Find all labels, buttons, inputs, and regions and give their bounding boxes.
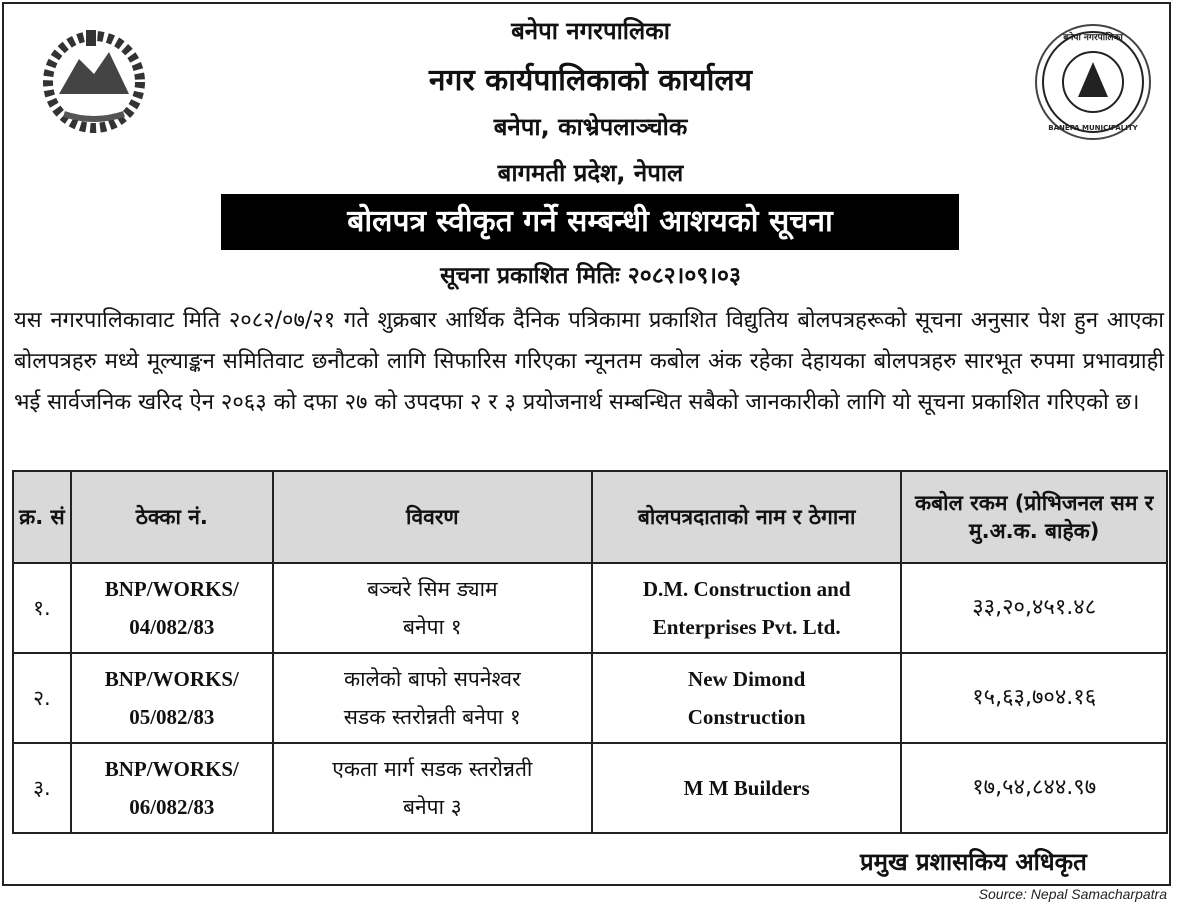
header-sn: क्र. सं — [13, 471, 71, 563]
desc-line: कालेको बाफो सपनेश्वर — [343, 667, 521, 691]
contract-line: BNP/WORKS/ — [104, 757, 239, 781]
cell-description — [273, 743, 592, 833]
desc-line: बनेपा ३ — [403, 795, 462, 819]
header-contract-no: ठेक्का नं. — [71, 471, 273, 563]
cell-contract — [71, 653, 273, 743]
header-amount: कबोल रकम (प्रोभिजनल सम र मु.अ.क. बाहेक) — [901, 471, 1167, 563]
cell-bidder — [592, 743, 901, 833]
cell-description — [273, 653, 592, 743]
contract-line: BNP/WORKS/ — [104, 667, 239, 691]
desc-line: एकता मार्ग सडक स्तरोन्नती — [332, 757, 533, 781]
cell-bidder — [592, 653, 901, 743]
desc-line: बनेपा १ — [403, 615, 462, 639]
source-credit: Source: Nepal Samacharpatra — [978, 886, 1167, 902]
table-row — [13, 563, 1167, 653]
cell-contract — [71, 743, 273, 833]
contract-line: 04/082/83 — [129, 615, 215, 639]
header-description: विवरण — [273, 471, 592, 563]
cell-bidder — [592, 563, 901, 653]
cell-sn: २. — [13, 653, 71, 743]
bid-table — [12, 470, 1168, 834]
notice-title: बोलपत्र स्वीकृत गर्ने सम्बन्धी आशयको सूचना — [221, 194, 959, 250]
contract-line: 05/082/83 — [129, 705, 215, 729]
cell-amount: १७,५४,८४४.९७ — [901, 743, 1167, 833]
notice-body: यस नगरपालिकावाट मिति २०८२/०७/२१ गते शुक्रबार आर्थिक दैनिक पत्रिकामा प्रकाशित विद्युतिय बोलपत्रहरूको सूचना अनुसार पेश हुन आएका बोलपत्रहरु मध्ये मूल्याङ्कन समितिवाट छनौटको लागि सिफारिस गरिएका न्यूनतम कबोल अंक रहेका देहायका बोलपत्रहरु सारभूत रुपमा प्रभावग्राही भई सार्वजनिक खरिद ऐन २०६३ को दफा २७ को उपदफा २ र ३ प्रयोजनार्थ सम्बन्धित सबैको जानकारीको लागि यो सूचना प्रकाशित गरिएको छ। — [14, 308, 1164, 415]
cell-description — [273, 563, 592, 653]
bidder-line: M M Builders — [683, 776, 810, 800]
cell-sn: ३. — [13, 743, 71, 833]
office-location: बनेपा, काभ्रेपलाञ्चोक — [493, 113, 688, 141]
header-bidder: बोलपत्रदाताको नाम र ठेगाना — [592, 471, 901, 563]
contract-line: BNP/WORKS/ — [104, 577, 239, 601]
bidder-line: D.M. Construction and — [642, 577, 851, 601]
desc-line: बञ्चरे सिम ड्याम — [367, 577, 498, 601]
cell-sn: १. — [13, 563, 71, 653]
table-row — [13, 653, 1167, 743]
contract-line: 06/082/83 — [129, 795, 215, 819]
cell-amount: १५,६३,७०४.१६ — [901, 653, 1167, 743]
cell-amount: ३३,२०,४५१.४८ — [901, 563, 1167, 653]
svg-text:बनेपा नगरपालिका: बनेपा नगरपालिका — [1063, 33, 1123, 43]
bidder-line: New Dimond — [688, 667, 806, 691]
cell-contract — [71, 563, 273, 653]
office-name: नगर कार्यपालिकाको कार्यालय — [428, 63, 753, 98]
municipality-name: बनेपा नगरपालिका — [511, 17, 670, 45]
signature-title: प्रमुख प्रशासकिय अधिकृत — [860, 848, 1087, 876]
desc-line: सडक स्तरोन्नती बनेपा १ — [343, 705, 521, 729]
bidder-line: Enterprises Pvt. Ltd. — [652, 615, 841, 639]
svg-text:BANEPA MUNICIPALITY: BANEPA MUNICIPALITY — [1048, 124, 1138, 132]
table-row — [13, 743, 1167, 833]
bidder-line: Construction — [687, 705, 806, 729]
published-date: सूचना प्रकाशित मितिः २०८२।०९।०३ — [440, 263, 741, 289]
office-province: बागमती प्रदेश, नेपाल — [497, 159, 684, 187]
table-header-row — [13, 471, 1167, 563]
